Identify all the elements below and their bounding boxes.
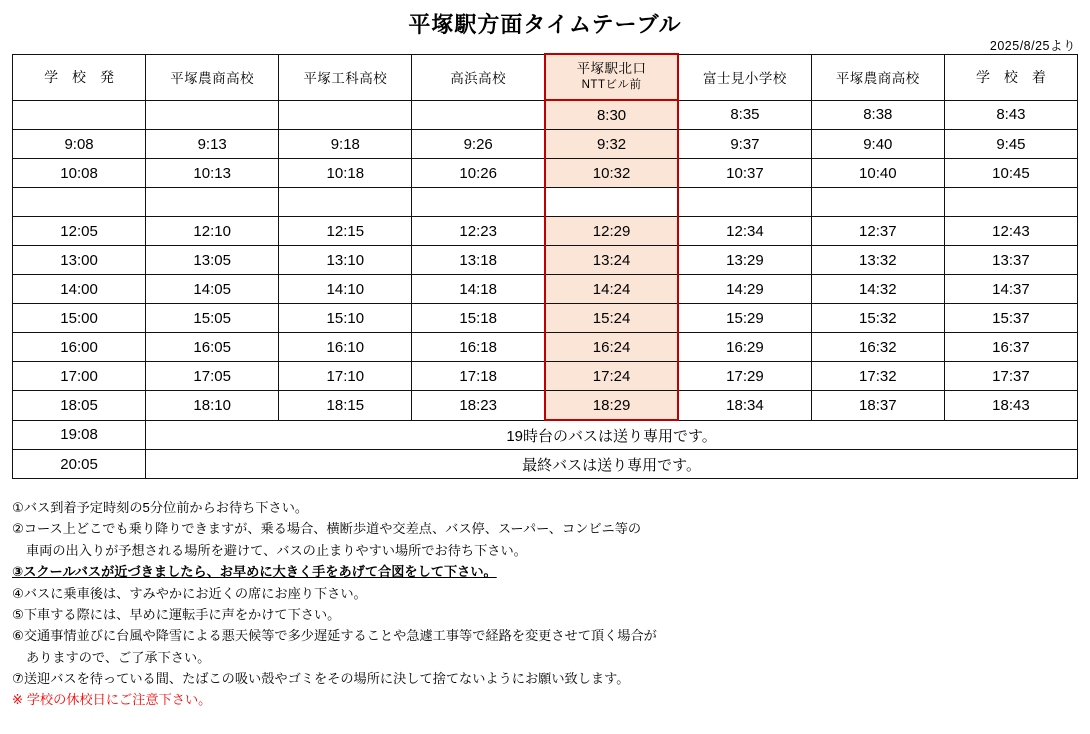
cell-koka: 10:18 bbox=[279, 159, 412, 188]
cell-fujimi: 10:37 bbox=[678, 159, 811, 188]
note-item: ①バス到着予定時刻の5分位前からお待ち下さい。 bbox=[12, 500, 309, 515]
cell-fujimi: 8:35 bbox=[678, 100, 811, 130]
cell-fujimi: 9:37 bbox=[678, 130, 811, 159]
cell-nosho-out bbox=[146, 188, 279, 217]
cell-takahama: 15:18 bbox=[412, 304, 545, 333]
column-header-hiratsuka-nosho-hs-out: 平塚農商高校 bbox=[146, 54, 279, 100]
cell-school-arrival: 14:37 bbox=[944, 275, 1077, 304]
effective-date-label: 2025/8/25より bbox=[989, 39, 1076, 53]
cell-school-arrival: 18:43 bbox=[944, 391, 1077, 421]
cell-school-departure: 9:08 bbox=[13, 130, 146, 159]
cell-school-departure: 17:00 bbox=[13, 362, 146, 391]
cell-nosho-in: 13:32 bbox=[811, 246, 944, 275]
note-item: ⑥交通事情並びに台風や降雪による悪天候等で多少遅延することや急遽工事等で経路を変更させて頂く場合が bbox=[12, 628, 657, 644]
cell-takahama: 17:18 bbox=[412, 362, 545, 391]
cell-koka: 18:15 bbox=[279, 391, 412, 421]
cell-koka: 16:10 bbox=[279, 333, 412, 362]
cell-nosho-out: 13:05 bbox=[146, 246, 279, 275]
cell-school-departure: 16:00 bbox=[13, 333, 146, 362]
cell-nosho-out: 17:05 bbox=[146, 362, 279, 391]
cell-nosho-in: 15:32 bbox=[811, 304, 944, 333]
cell-takahama: 12:23 bbox=[412, 217, 545, 246]
cell-school-departure: 18:05 bbox=[13, 391, 146, 421]
column-header-hiratsuka-station-north bbox=[545, 54, 678, 100]
cell-fujimi: 13:29 bbox=[678, 246, 811, 275]
cell-nosho-out: 12:10 bbox=[146, 217, 279, 246]
cell-nosho-out: 14:05 bbox=[146, 275, 279, 304]
cell-school-arrival: 17:37 bbox=[944, 362, 1077, 391]
cell-koka: 15:10 bbox=[279, 304, 412, 333]
cell-nosho-in: 8:38 bbox=[811, 100, 944, 130]
table-row bbox=[13, 391, 1078, 421]
cell-school-arrival: 8:43 bbox=[944, 100, 1077, 130]
cell-school-arrival: 13:37 bbox=[944, 246, 1077, 275]
cell-koka: 14:10 bbox=[279, 275, 412, 304]
cell-school-departure: 14:00 bbox=[13, 275, 146, 304]
cell-school-departure bbox=[13, 188, 146, 217]
cell-koka: 12:15 bbox=[279, 217, 412, 246]
column-header-line2: NTTビル前 bbox=[581, 79, 642, 92]
cell-station-north: 14:24 bbox=[545, 275, 678, 304]
cell-school-arrival: 16:37 bbox=[944, 333, 1077, 362]
column-header-school-departure: 学 校 発 bbox=[13, 54, 146, 100]
table-row bbox=[13, 159, 1078, 188]
cell-fujimi: 18:34 bbox=[678, 391, 811, 421]
cell-school-arrival: 9:45 bbox=[944, 130, 1077, 159]
cell-nosho-in: 18:37 bbox=[811, 391, 944, 421]
cell-nosho-in: 14:32 bbox=[811, 275, 944, 304]
cell-takahama: 16:18 bbox=[412, 333, 545, 362]
note-item-continuation: 車両の出入りが予想される場所を避けて、バスの止まりやすい場所でお待ち下さい。 bbox=[26, 542, 527, 558]
note-item-continuation: ありますので、ご了承下さい。 bbox=[26, 649, 211, 665]
cell-takahama: 18:23 bbox=[412, 391, 545, 421]
cell-takahama bbox=[412, 188, 545, 217]
cell-nosho-out: 9:13 bbox=[146, 130, 279, 159]
timetable-header-row bbox=[13, 54, 1078, 100]
cell-station-north: 10:32 bbox=[545, 159, 678, 188]
column-header-hiratsuka-nosho-hs-in: 平塚農商高校 bbox=[811, 54, 944, 100]
cell-notice-message: 19時台のバスは送り専用です。 bbox=[146, 420, 1078, 450]
column-header-fujimi-elementary: 富士見小学校 bbox=[678, 54, 811, 100]
column-header-line1: 平塚駅北口 bbox=[576, 61, 647, 77]
note-item-emphasis: ③スクールバスが近づきましたら、お早めに大きく手をあげて合図をして下さい。 bbox=[12, 564, 497, 580]
cell-station-north: 18:29 bbox=[545, 391, 678, 421]
cell-fujimi: 15:29 bbox=[678, 304, 811, 333]
note-item: ②コース上どこでも乗り降りできますが、乗る場合、横断歩道や交差点、バス停、スーパー、コンビニ等の bbox=[12, 521, 642, 537]
cell-school-departure: 12:05 bbox=[13, 217, 146, 246]
table-row bbox=[13, 100, 1078, 130]
cell-fujimi: 12:34 bbox=[678, 217, 811, 246]
table-row bbox=[13, 304, 1078, 333]
timetable-container bbox=[12, 53, 1078, 479]
cell-takahama: 10:26 bbox=[412, 159, 545, 188]
cell-school-arrival: 15:37 bbox=[944, 304, 1077, 333]
cell-notice-message: 最終バスは送り専用です。 bbox=[146, 450, 1078, 479]
table-row bbox=[13, 130, 1078, 159]
cell-nosho-in: 12:37 bbox=[811, 217, 944, 246]
note-item: ⑦送迎バスを待っている間、たばこの吸い殻やゴミをその場所に決して捨てないようにお願い致します。 bbox=[12, 671, 630, 686]
cell-school-departure: 19:08 bbox=[13, 420, 146, 450]
cell-station-north bbox=[545, 188, 678, 217]
cell-takahama: 13:18 bbox=[412, 246, 545, 275]
cell-school-departure: 20:05 bbox=[13, 450, 146, 479]
cell-nosho-in bbox=[811, 188, 944, 217]
cell-school-arrival: 10:45 bbox=[944, 159, 1077, 188]
cell-koka: 9:18 bbox=[279, 130, 412, 159]
cell-station-north: 13:24 bbox=[545, 246, 678, 275]
cell-fujimi: 14:29 bbox=[678, 275, 811, 304]
cell-nosho-out: 16:05 bbox=[146, 333, 279, 362]
cell-koka bbox=[279, 188, 412, 217]
cell-station-north: 17:24 bbox=[545, 362, 678, 391]
page-title: 平塚駅方面タイムテーブル bbox=[408, 12, 682, 37]
cell-school-arrival bbox=[944, 188, 1077, 217]
note-item: ⑤下車する際には、早めに運転手に声をかけて下さい。 bbox=[12, 606, 341, 622]
column-header-hiratsuka-koka-hs: 平塚工科高校 bbox=[279, 54, 412, 100]
table-row bbox=[13, 362, 1078, 391]
cell-station-north: 12:29 bbox=[545, 217, 678, 246]
table-row-message bbox=[13, 420, 1078, 450]
table-row bbox=[13, 217, 1078, 246]
cell-fujimi: 17:29 bbox=[678, 362, 811, 391]
cell-station-north: 8:30 bbox=[545, 100, 678, 130]
cell-school-departure: 15:00 bbox=[13, 304, 146, 333]
cell-koka: 13:10 bbox=[279, 246, 412, 275]
table-row bbox=[13, 275, 1078, 304]
cell-nosho-out bbox=[146, 100, 279, 130]
cell-school-departure: 10:08 bbox=[13, 159, 146, 188]
notes-list bbox=[12, 497, 1080, 711]
cell-nosho-in: 10:40 bbox=[811, 159, 944, 188]
cell-school-departure bbox=[13, 100, 146, 130]
timetable-body bbox=[13, 100, 1078, 479]
table-row bbox=[13, 333, 1078, 362]
cell-station-north: 16:24 bbox=[545, 333, 678, 362]
cell-takahama bbox=[412, 100, 545, 130]
cell-nosho-in: 17:32 bbox=[811, 362, 944, 391]
table-row bbox=[13, 188, 1078, 217]
cell-koka: 17:10 bbox=[279, 362, 412, 391]
cell-nosho-out: 18:10 bbox=[146, 391, 279, 421]
cell-nosho-out: 10:13 bbox=[146, 159, 279, 188]
cell-takahama: 9:26 bbox=[412, 130, 545, 159]
cell-station-north: 9:32 bbox=[545, 130, 678, 159]
cell-nosho-out: 15:05 bbox=[146, 304, 279, 333]
column-header-takahama-hs: 高浜高校 bbox=[412, 54, 545, 100]
cell-koka bbox=[279, 100, 412, 130]
cell-school-arrival: 12:43 bbox=[944, 217, 1077, 246]
cell-nosho-in: 16:32 bbox=[811, 333, 944, 362]
cell-station-north: 15:24 bbox=[545, 304, 678, 333]
note-item: ④バスに乗車後は、すみやかにお近くの席にお座り下さい。 bbox=[12, 585, 367, 601]
cell-nosho-in: 9:40 bbox=[811, 130, 944, 159]
table-row bbox=[13, 246, 1078, 275]
table-row-message bbox=[13, 450, 1078, 479]
cell-takahama: 14:18 bbox=[412, 275, 545, 304]
note-item-alert: ※ 学校の休校日にご注意下さい。 bbox=[12, 692, 212, 708]
cell-school-departure: 13:00 bbox=[13, 246, 146, 275]
column-header-school-arrival: 学 校 着 bbox=[944, 54, 1077, 100]
cell-fujimi bbox=[678, 188, 811, 217]
timetable bbox=[12, 53, 1078, 479]
cell-fujimi: 16:29 bbox=[678, 333, 811, 362]
